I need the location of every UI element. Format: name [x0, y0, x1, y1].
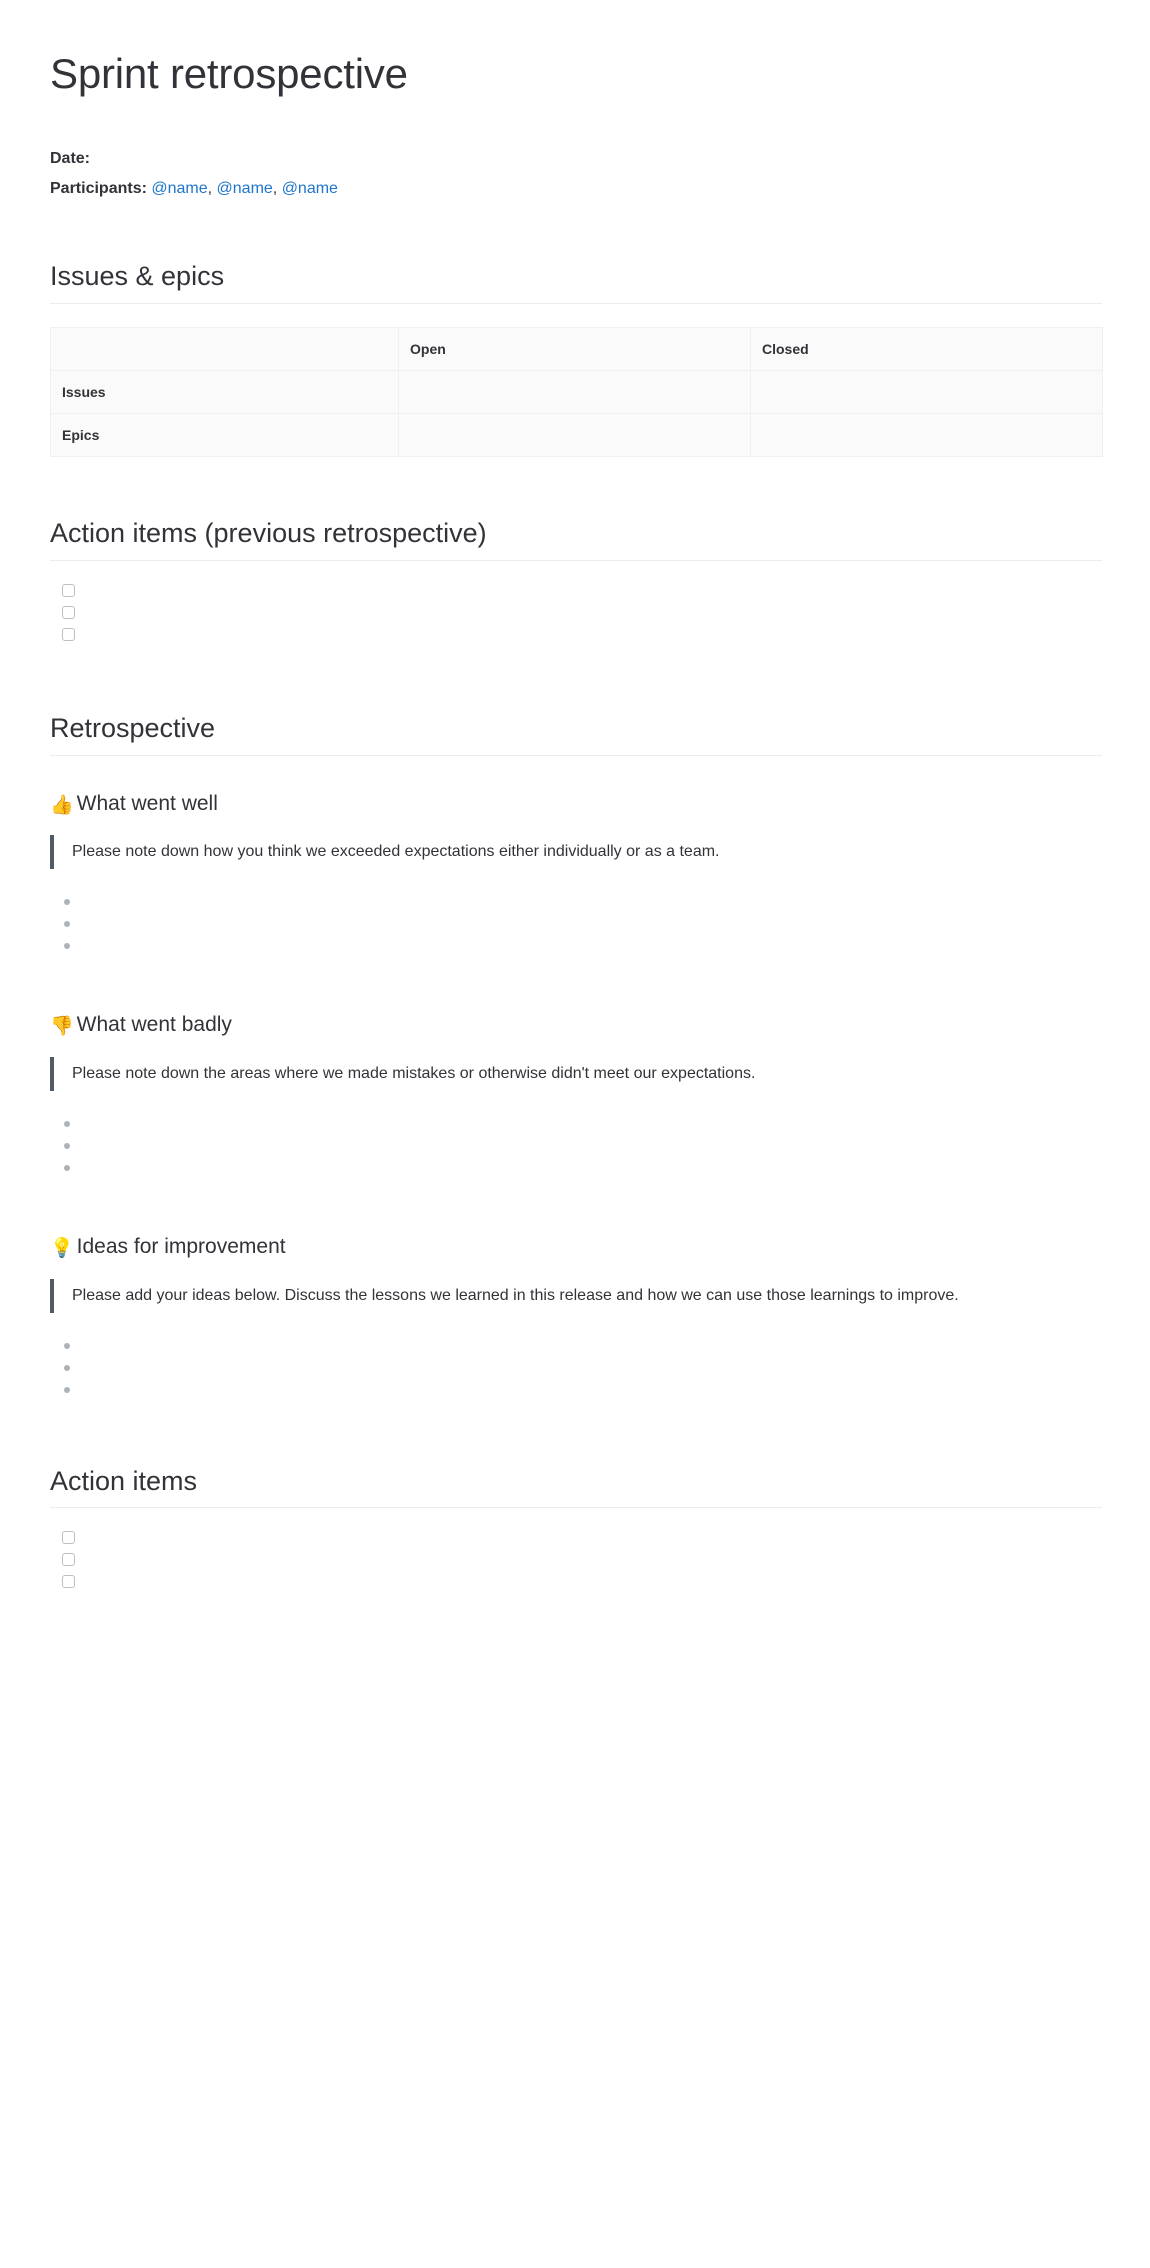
participant-mention-3[interactable]: @name	[281, 180, 338, 198]
list-item	[50, 909, 1102, 931]
task-list-item	[50, 1523, 1102, 1545]
issues-epics-table	[50, 327, 1103, 457]
retro-bullet-list	[50, 887, 1102, 953]
list-item	[50, 1375, 1102, 1397]
bullet-icon	[64, 1143, 70, 1149]
action-items-previous-list	[50, 576, 1102, 642]
bullet-icon	[64, 1387, 70, 1393]
retro-subsection-heading	[50, 1233, 1102, 1261]
page-title: Sprint retrospective	[50, 50, 408, 97]
participant-separator-2: ,	[272, 180, 282, 198]
bullet-icon	[64, 943, 70, 949]
bullet-icon	[64, 899, 70, 905]
bullet-icon	[64, 921, 70, 927]
checkbox-icon[interactable]	[62, 628, 75, 641]
bullet-icon	[64, 1165, 70, 1171]
table-row	[51, 414, 1103, 457]
retro-note-text: Please note down the areas where we made mistakes or otherwise didn't meet our expectations.	[72, 1065, 756, 1083]
task-list-item	[50, 1545, 1102, 1567]
retro-note-text: Please add your ideas below. Discuss the lessons we learned in this release and how we can use those learnings to improve.	[72, 1286, 959, 1304]
retro-subsection-heading	[50, 790, 1102, 818]
list-item	[50, 1153, 1102, 1175]
table-row-label-issues: Issues	[51, 371, 399, 414]
task-list-item	[50, 620, 1102, 642]
thumbs-down-icon: 👎	[50, 1015, 74, 1038]
retro-subsection-what-went-badly	[50, 1011, 1102, 1175]
checkbox-icon[interactable]	[62, 1575, 75, 1588]
thumbs-up-icon: 👍	[50, 793, 74, 816]
checkbox-icon[interactable]	[62, 1553, 75, 1566]
retro-subsection-title: What went badly	[76, 1013, 232, 1037]
retro-subsection-what-went-well	[50, 790, 1102, 954]
table-cell-issues-open[interactable]	[399, 371, 751, 414]
meta-participants-line	[50, 174, 1102, 204]
light-bulb-icon: 💡	[50, 1237, 74, 1260]
participants-label: Participants:	[50, 180, 147, 198]
date-label: Date:	[50, 150, 91, 168]
section-heading-issues-epics: Issues & epics	[50, 260, 1102, 304]
task-list-item	[50, 598, 1102, 620]
list-item	[50, 887, 1102, 909]
table-cell-epics-open[interactable]	[399, 414, 751, 457]
table-cell-issues-closed[interactable]	[751, 371, 1103, 414]
list-item	[50, 931, 1102, 953]
table-row	[51, 371, 1103, 414]
meta-date-line	[50, 144, 1102, 174]
retro-subsection-ideas-for-improvement	[50, 1233, 1102, 1397]
table-cell-epics-closed[interactable]	[751, 414, 1103, 457]
retro-subsection-title: What went well	[76, 791, 218, 815]
section-heading-action-items-previous: Action items (previous retrospective)	[50, 517, 1102, 561]
section-heading-action-items: Action items	[50, 1465, 1102, 1509]
list-item	[50, 1109, 1102, 1131]
retro-note-text: Please note down how you think we exceeded expectations either individually or as a team.	[72, 843, 720, 861]
participant-mention-2[interactable]: @name	[216, 180, 273, 198]
retro-note-blockquote	[50, 1279, 1082, 1313]
table-col-header-closed: Closed	[751, 328, 1103, 371]
bullet-icon	[64, 1365, 70, 1371]
task-list-item	[50, 576, 1102, 598]
retro-bullet-list	[50, 1109, 1102, 1175]
retro-note-blockquote	[50, 835, 1082, 869]
section-heading-retrospective: Retrospective	[50, 712, 1102, 756]
participant-separator-1: ,	[207, 180, 217, 198]
list-item	[50, 1353, 1102, 1375]
table-col-header-empty	[51, 328, 399, 371]
checkbox-icon[interactable]	[62, 606, 75, 619]
table-col-header-open: Open	[399, 328, 751, 371]
retro-subsection-heading	[50, 1011, 1102, 1039]
list-item	[50, 1131, 1102, 1153]
checkbox-icon[interactable]	[62, 1531, 75, 1544]
retro-note-blockquote	[50, 1057, 1082, 1091]
checkbox-icon[interactable]	[62, 584, 75, 597]
bullet-icon	[64, 1121, 70, 1127]
bullet-icon	[64, 1343, 70, 1349]
retro-bullet-list	[50, 1331, 1102, 1397]
list-item	[50, 1331, 1102, 1353]
document-meta	[50, 144, 1102, 204]
table-row-label-epics: Epics	[51, 414, 399, 457]
participant-mention-1[interactable]: @name	[151, 180, 208, 198]
table-header-row	[51, 328, 1103, 371]
action-items-list	[50, 1523, 1102, 1589]
task-list-item	[50, 1567, 1102, 1589]
retro-subsection-title: Ideas for improvement	[76, 1235, 286, 1259]
